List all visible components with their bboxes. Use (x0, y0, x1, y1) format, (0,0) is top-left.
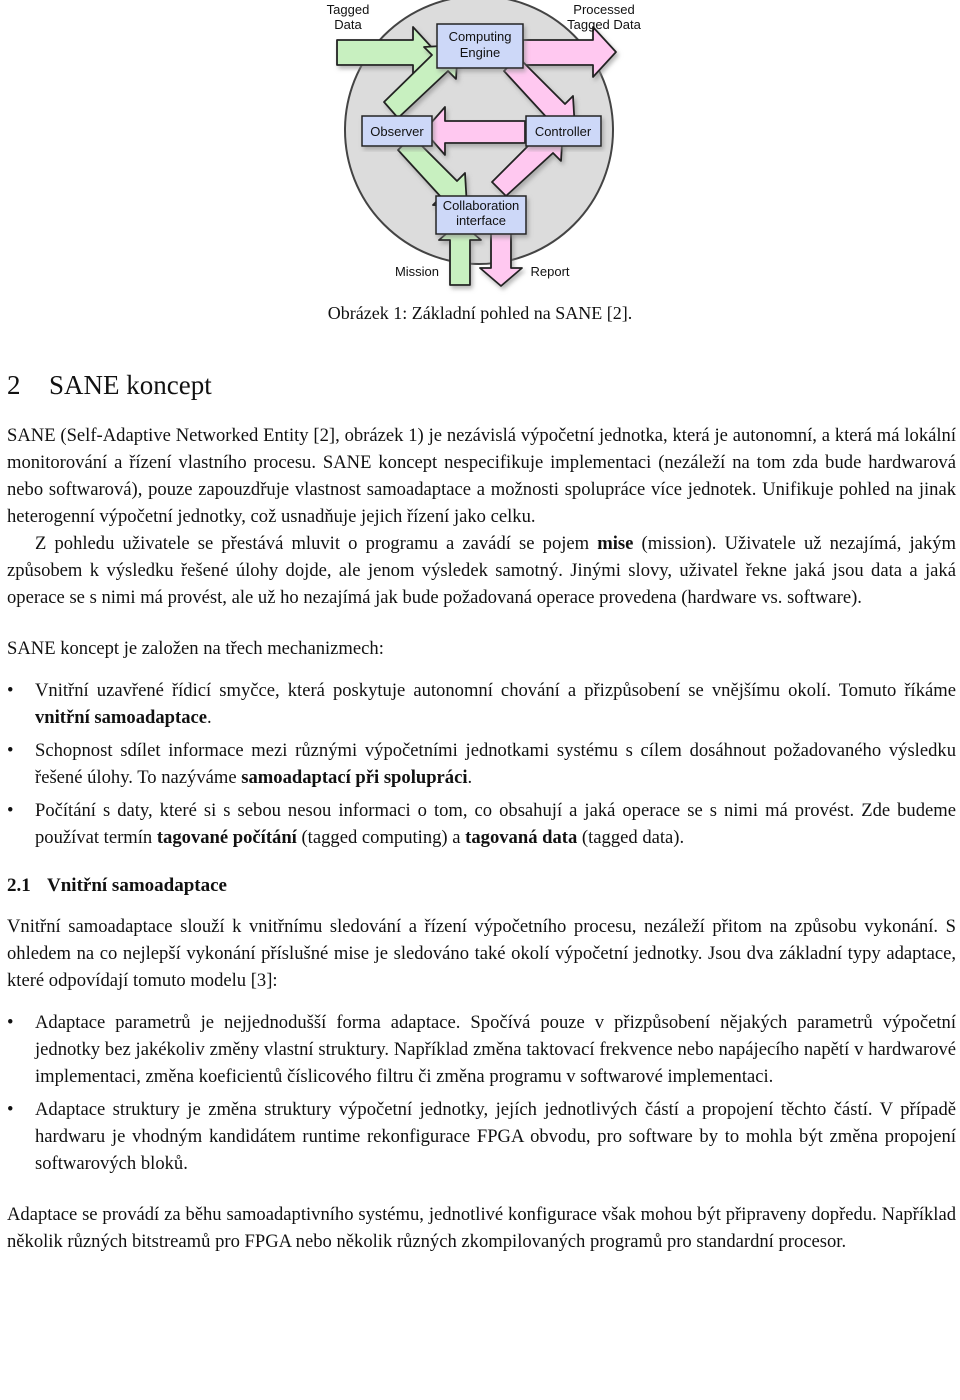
list-item-text-end: . (467, 767, 473, 788)
list-item-text: Adaptace struktury je změna struktury výpočetní jednotky, jejích jednotlivých částí a propojení těchto částí. V případě hardwaru je vhodným kandidátem runtime rekonfigurace FPGA obvodu, pro software by to mohla být změna propojení softwarových bloků. (35, 1099, 956, 1174)
label-observer: Observer (370, 124, 424, 139)
subsection-number: 2.1 (7, 875, 31, 896)
para2-bold-term: mise (597, 533, 634, 554)
list-item-bold: vnitřní samoadaptace (35, 707, 207, 728)
section-paragraph-3: SANE koncept je založen na třech mechanizmech: (7, 638, 384, 659)
label-computing-engine-line1: Computing (448, 29, 512, 44)
list-item-bold: tagované počítání (156, 827, 297, 848)
list-item-text-end: (tagged data). (577, 827, 685, 848)
list-item-text: Schopnost sdílet informace mezi různými výpočetními jednotkami systému s cílem dosáhnout požadovaného výsledku řešené úlohy. To nazýváme (35, 740, 956, 788)
list-item (7, 1009, 956, 1090)
label-mission: Mission (394, 264, 440, 279)
section-heading (7, 365, 956, 405)
list-item-text: Vnitřní uzavřené řídicí smyčce, která poskytuje autonomní chování a přizpůsobení se vnějšímu okolí. Tomuto říkáme (35, 680, 956, 701)
label-collaboration-line1: Collaboration (442, 198, 520, 213)
label-collaboration-line2: interface (456, 213, 506, 228)
label-processed-line2: Tagged Data (567, 17, 641, 32)
label-tagged-line1: Tagged (326, 2, 370, 17)
subsection-heading (7, 871, 956, 901)
list-item-text-middle: (tagged computing) a (296, 827, 466, 848)
list-item-text-end: . (207, 707, 212, 728)
section-paragraph-1: SANE (Self-Adaptive Networked Entity [2], obrázek 1) je nezávislá výpočetní jednotka, která je autonomní, a která má lokální monitorování a řízení vlastního procesu. SANE koncept nespecifikuje implementaci (nezáleží na tom zda bude hardwarová nebo softwarová), pouze zapouzdřuje vlastnost samoadaptace a možnosti spolupráce více jednotek. Unifikuje pohled na jinak heterogenní výpočetní jednotky, což usnadňuje jejich řízení jako celku. (7, 425, 956, 527)
subsection-title: Vnitřní samoadaptace (47, 875, 227, 896)
section-paragraph-2 (7, 530, 956, 611)
label-processed-line1: Processed (573, 2, 635, 17)
bullet-icon: • (7, 800, 14, 821)
subsection-paragraph-1: Vnitřní samoadaptace slouží k vnitřnímu sledování a řízení výpočetního procesu, nezáleží přitom na způsobu vykonání. S ohledem na co nejlepší vykonání příslušné mise je sledováno také okolí výpočetní jednotky. Jsou dva základní typy adaptace, které odpovídají tomuto modelu [3]: (7, 916, 956, 991)
document-body (7, 365, 956, 1255)
list-item (7, 797, 956, 851)
list-item-text: Počítání s daty, které si s sebou nesou informaci o tom, co obsahují a jaká operace se s nimi má provést. Zde budeme používat termín (35, 800, 956, 848)
list-item (7, 737, 956, 791)
bullet-icon: • (7, 740, 14, 761)
label-controller: Controller (534, 124, 592, 139)
list-item (7, 677, 956, 731)
adaptation-type-list (7, 1009, 956, 1177)
section-title: SANE koncept (49, 370, 212, 400)
bullet-icon: • (7, 1012, 14, 1033)
list-item-text: Adaptace parametrů je nejjednodušší forma adaptace. Spočívá pouze v přizpůsobení nějakých parametrů výpočetní jednotky bez jakékoliv změny vlastní struktury. Například změna taktovací frekvence nebo napájecího napětí v hardwarové implementaci, změna koeficientů číslicového filtru či změna programu v softwarové implementaci. (35, 1012, 956, 1087)
para2-text-before: Z pohledu uživatele se přestává mluvit o programu a zavádí se pojem (35, 533, 598, 554)
list-item (7, 1096, 956, 1177)
subsection-paragraph-2: Adaptace se provádí za běhu samoadaptivního systému, jednotlivé konfigurace však mohou být připraveny dopředu. Například několik různých bitstreamů pro FPGA nebo několik různých zkompilovaných programů pro standardní procesor. (7, 1204, 956, 1252)
sane-diagram (0, 0, 960, 300)
section-number: 2 (7, 370, 21, 400)
label-computing-engine-line2: Engine (459, 45, 501, 60)
label-report: Report (530, 264, 570, 279)
mechanism-list (7, 677, 956, 851)
para2-text-after: (mission). Uživatele už nezajímá, jakým způsobem k výsledku řešené úlohy dojde, ale jenom výsledek samotný. Jinými slovy, uživatel řekne jaká jsou data a jaká operace se s nimi má provést, ale už ho nezajímá jak bude požadovaná operace provedena (hardware vs. software). (7, 533, 956, 608)
figure-caption: Obrázek 1: Základní pohled na SANE [2]. (327, 303, 633, 323)
list-item-bold: samoadaptací při spolupráci (241, 767, 468, 788)
bullet-icon: • (7, 1099, 14, 1120)
sane-diagram-svg (0, 0, 960, 300)
list-item-bold-2: tagovaná data (465, 827, 578, 848)
bullet-icon: • (7, 680, 14, 701)
label-tagged-line2: Data (334, 17, 362, 32)
